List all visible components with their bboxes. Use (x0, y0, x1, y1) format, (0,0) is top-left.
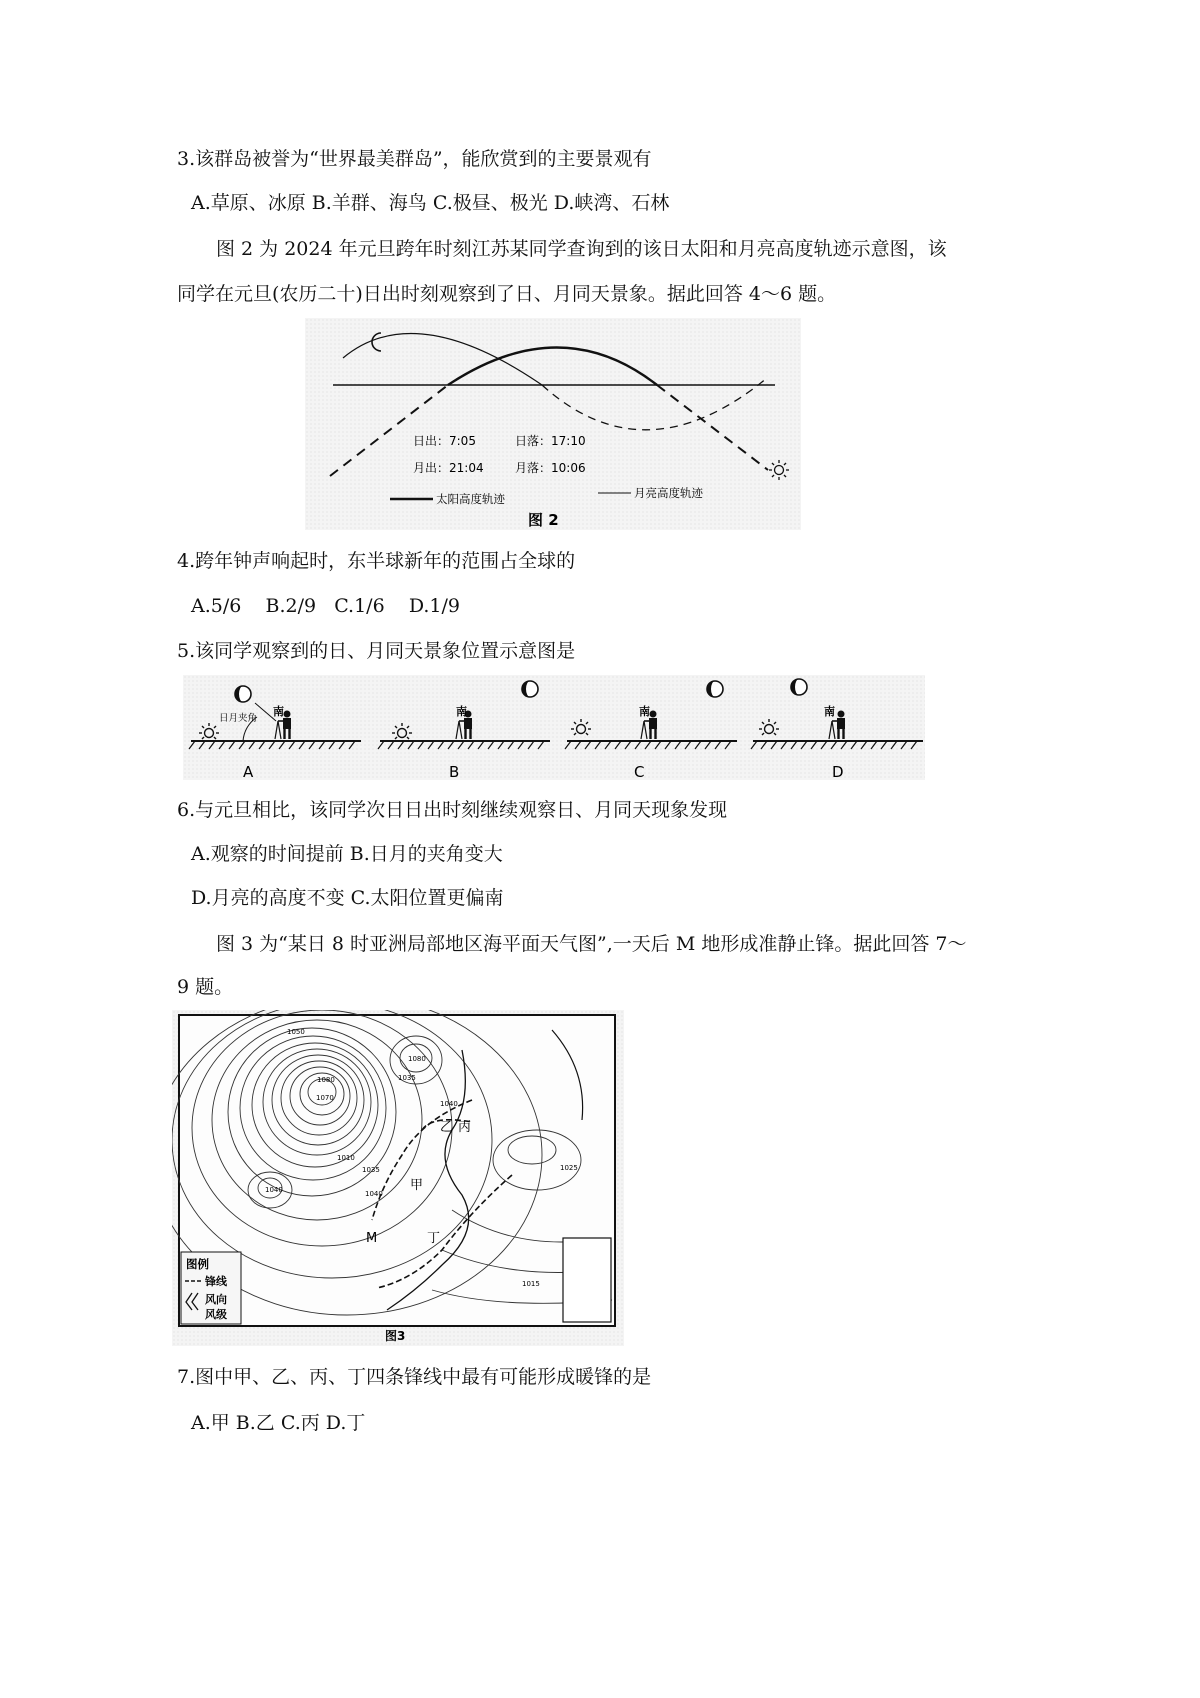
intro3-line2: 9 题。 (177, 976, 234, 998)
moon-track-above (343, 334, 542, 385)
isobar-value: 1015 (522, 1280, 540, 1288)
q7-options: A.甲 B.乙 C.丙 D.丁 (191, 1412, 366, 1434)
isobar-value: 1050 (287, 1028, 305, 1036)
q3-options: A.草原、冰原 B.羊群、海鸟 C.极昼、极光 D.峡湾、石林 (191, 192, 670, 214)
isobar-value: 1040 (440, 1100, 458, 1108)
option-c-diagram (565, 681, 737, 780)
south-label: 南 (824, 705, 835, 718)
legend-moon-label: 月亮高度轨迹 (634, 486, 703, 500)
intro2-line2: 同学在元旦(农历二十)日出时刻观察到了日、月同天景象。据此回答 4～6 题。 (177, 283, 837, 305)
legend-front-label: 锋线 (205, 1275, 227, 1288)
q5-diagrams-svg (183, 675, 925, 780)
sunrise-label: 日出：7:05 (413, 434, 476, 448)
intro3-line1: 图 3 为“某日 8 时亚洲局部地区海平面天气图”,一天后 M 地形成准静止锋。据此回答 7～ (216, 933, 967, 955)
sun-icon (769, 460, 789, 480)
sun-icon (571, 719, 591, 735)
sunset-label: 日落：17:10 (515, 434, 586, 448)
option-b-label: B (449, 763, 460, 780)
intro2-line1: 图 2 为 2024 年元旦跨年时刻江苏某同学查询到的该日太阳和月亮高度轨迹示意图，该 (216, 238, 947, 260)
sun-icon (392, 723, 412, 739)
isobar-value: 1080 (408, 1055, 426, 1063)
q4-stem: 4.跨年钟声响起时，东半球新年的范围占全球的 (177, 550, 576, 572)
figure-2-caption: 图 2 (528, 511, 559, 529)
moon-icon (235, 686, 251, 702)
angle-label: 日月夹角 (219, 713, 258, 724)
front-label-ding: 丁 (427, 1231, 441, 1246)
south-label: 南 (456, 705, 467, 718)
option-c-label: C (634, 763, 645, 780)
figure-2-diagram (305, 318, 801, 530)
q4-options: A.5/6 B.2/9 C.1/6 D.1/9 (191, 595, 461, 617)
figure-3-caption: 图3 (385, 1329, 406, 1343)
q5-stem: 5.该同学观察到的日、月同天景象位置示意图是 (177, 640, 576, 662)
south-label: 南 (639, 705, 650, 718)
q7-stem: 7.图中甲、乙、丙、丁四条锋线中最有可能形成暖锋的是 (177, 1366, 652, 1388)
legend-title: 图例 (186, 1257, 209, 1271)
front-label-bing: 丙 (458, 1120, 472, 1135)
q6-stem: 6.与元旦相比，该同学次日日出时刻继续观察日、月同天现象发现 (177, 799, 728, 821)
figure-3 (172, 1010, 624, 1346)
q6-option-line2: D.月亮的高度不变 C.太阳位置更偏南 (191, 887, 504, 909)
isobar-value: 1070 (316, 1094, 334, 1102)
isobar-value: 1040 (265, 1186, 283, 1194)
figure-3-weather-map (172, 1010, 624, 1346)
option-b-diagram (378, 681, 550, 780)
isobar-value: 1035 (362, 1166, 380, 1174)
q5-diagrams (183, 675, 925, 780)
isobar-value: 1035 (398, 1074, 416, 1082)
isobar-value: 1025 (560, 1164, 578, 1172)
q3-stem: 3.该群岛被誉为“世界最美群岛”，能欣赏到的主要景观有 (177, 148, 652, 170)
moon-icon (791, 679, 807, 695)
moon-icon (522, 681, 538, 697)
isobar-value: 1010 (337, 1154, 355, 1162)
crescent-moon-icon (372, 333, 381, 351)
option-a-label: A (243, 763, 254, 780)
isobar-value: 1040 (365, 1190, 383, 1198)
moonrise-label: 月出：21:04 (413, 461, 484, 475)
figure-2 (305, 318, 801, 530)
option-d-diagram (751, 679, 923, 780)
legend-sun-label: 太阳高度轨迹 (436, 492, 505, 506)
sun-icon (759, 719, 779, 735)
isobar-value: 1080 (317, 1076, 335, 1084)
legend-wind-label-1: 风向 (205, 1293, 227, 1306)
option-a-diagram (189, 686, 361, 780)
inset-map (563, 1238, 611, 1322)
option-d-label: D (832, 763, 844, 780)
sun-icon (199, 723, 219, 739)
front-label-yi: 乙 (440, 1120, 454, 1135)
front-label-jia: 甲 (410, 1178, 424, 1193)
q6-option-line1: A.观察的时间提前 B.日月的夹角变大 (191, 843, 503, 865)
south-label: 南 (273, 705, 284, 718)
legend-wind-label-2: 风级 (205, 1308, 227, 1321)
moonset-label: 月落：10:06 (515, 461, 586, 475)
point-m-label: M (366, 1231, 378, 1246)
moon-icon (707, 681, 723, 697)
sun-track-above (448, 348, 657, 386)
